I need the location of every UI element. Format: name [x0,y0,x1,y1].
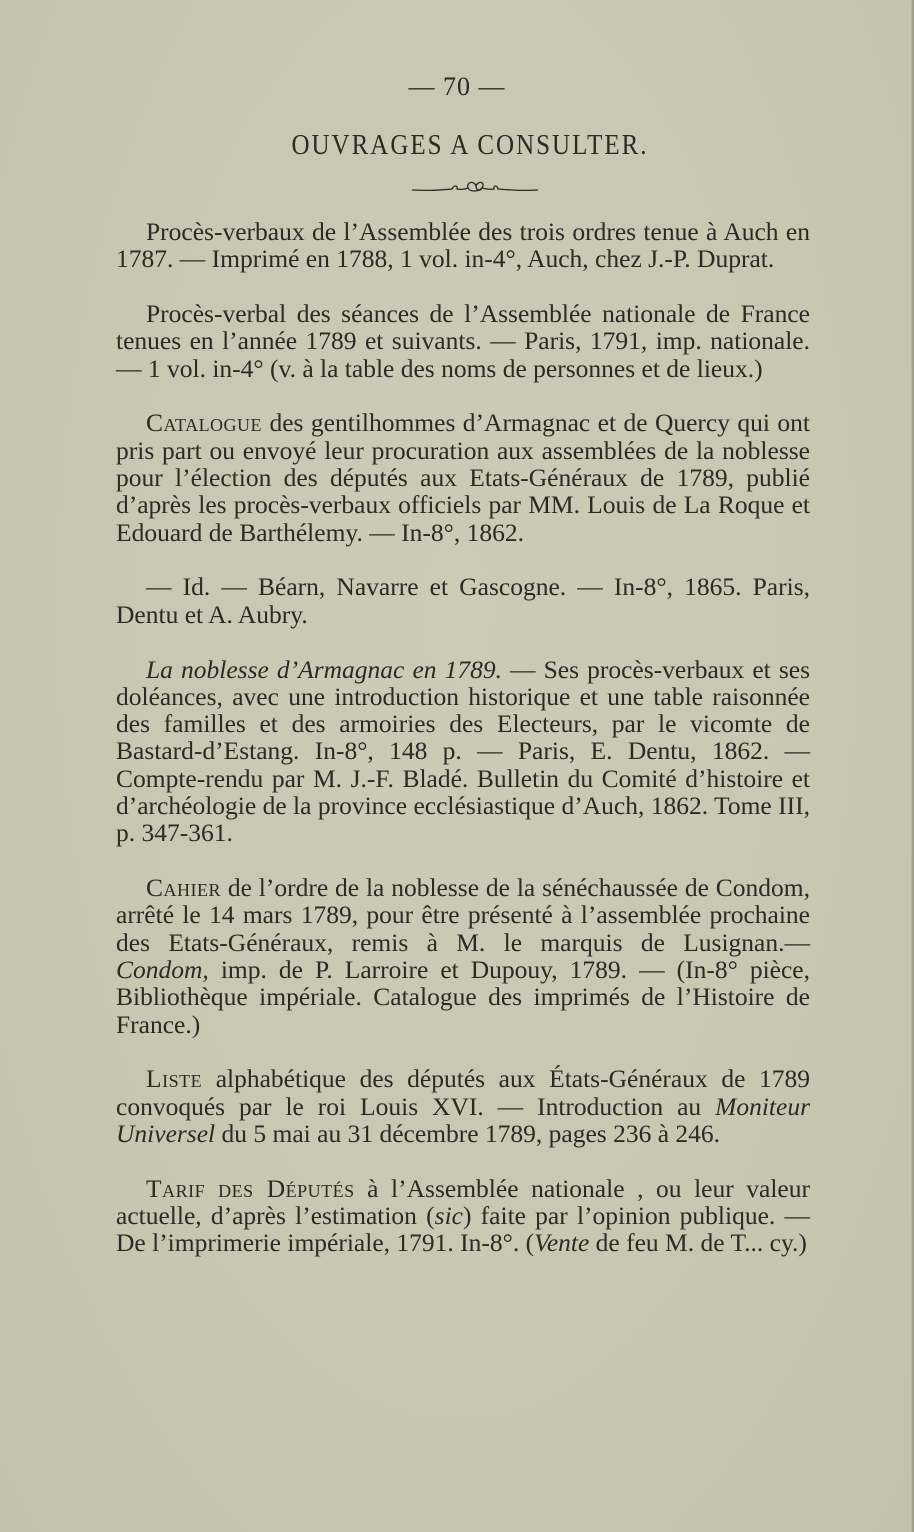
bibliography-entry [116,409,810,545]
entry-text: alphabétique des députés aux États-Généraux de 1789 convoqués par le roi Louis XVI. — Introduction au [116,1064,810,1121]
entry-lead: Catalogue [146,408,263,438]
entry-text: — Id. — Béarn, Navarre et Gascogne. — In-8°, 1865. Paris, Dentu et A. Aubry. [116,572,810,629]
bibliography-entry [116,656,810,847]
bibliography-entry [116,300,810,382]
entry-text: à l’Assemblée nationale , ou leur valeur actuelle, d’après l’estimation ( [116,1173,810,1231]
entry-italic: sic [434,1201,463,1231]
entry-text: — Ses procès-verbaux et ses doléances, avec une introduction historique et une table raisonnée des familles et des armoiries des Electeurs, par le vicomte de Bastard-d’Estang. In-8°, 148 p. — Paris, E. Dentu, 1862. — Compte-rendu par M. J.-F. Bladé. Bulletin du Comité d’histoire et d’archéologie de la province ecclésiastique d’Auch, 1862. Tome III, p. 347-361. [116,654,810,848]
entry-italic: Moniteur Universel [116,1091,810,1149]
entry-text: imp. de P. Larroire et Dupouy, 1789. — (In-8° pièce, Bibliothèque impériale. Catalogue des imprimés de l’Histoire de France.) [116,955,810,1039]
entry-text: de l’ordre de la noblesse de la sénéchaussée de Condom, arrêté le 14 mars 1789, pour être présenté à l’assemblée prochaine des Etats-Généraux, remis à M. le marquis de Lusignan.— [116,873,810,957]
entry-text: ) faite par l’opinion publique. — De l’imprimerie impériale, 1791. In-8°. ( [116,1201,810,1258]
entry-text: des gentilhommes d’Armagnac et de Quercy qui ont pris part ou envoyé leur procuration aux assemblées de la noblesse pour l’élection des députés aux Etats-Généraux de 1789, publié d’après les procès-verbaux officiels par MM. Louis de La Roque et Edouard de Barthélemy. — In-8°, 1862. [116,408,810,547]
bibliography-entry [116,874,810,1038]
entry-lead: Liste [146,1064,203,1094]
bibliography-list [116,218,810,1284]
entry-title-italic: La noblesse d’Armagnac en 1789. [146,654,502,684]
fleuron-divider-icon [410,176,540,198]
entry-italic: Vente [534,1228,590,1258]
bibliography-entry [116,573,810,628]
bibliography-entry [116,1175,810,1257]
bibliography-entry [116,1065,810,1147]
bibliography-entry [116,218,810,273]
entry-text: Procès-verbaux de l’Assemblée des trois ordres tenue à Auch en 1787. — Imprimé en 1788, 1 vol. in-4°, Auch, chez J.-P. Duprat. [116,217,810,274]
entry-lead: Tarif des Députés [146,1173,355,1203]
page-number: — 70 — [408,72,506,101]
entry-text: Procès-verbal des séances de l’Assemblée nationale de France tenues en l’année 1789 et suivants. — Paris, 1791, imp. nationale. — 1 vol. in-4° (v. à la table des noms de personnes et de lieux.) [116,299,810,383]
section-title: OUVRAGES A CONSULTER. [291,130,649,161]
entry-lead: Cahier [146,873,222,903]
entry-text: de feu M. de T... cy.) [589,1228,807,1258]
entry-italic: Condom, [116,955,209,985]
entry-text: du 5 mai au 31 décembre 1789, pages 236 à 246. [215,1119,721,1149]
